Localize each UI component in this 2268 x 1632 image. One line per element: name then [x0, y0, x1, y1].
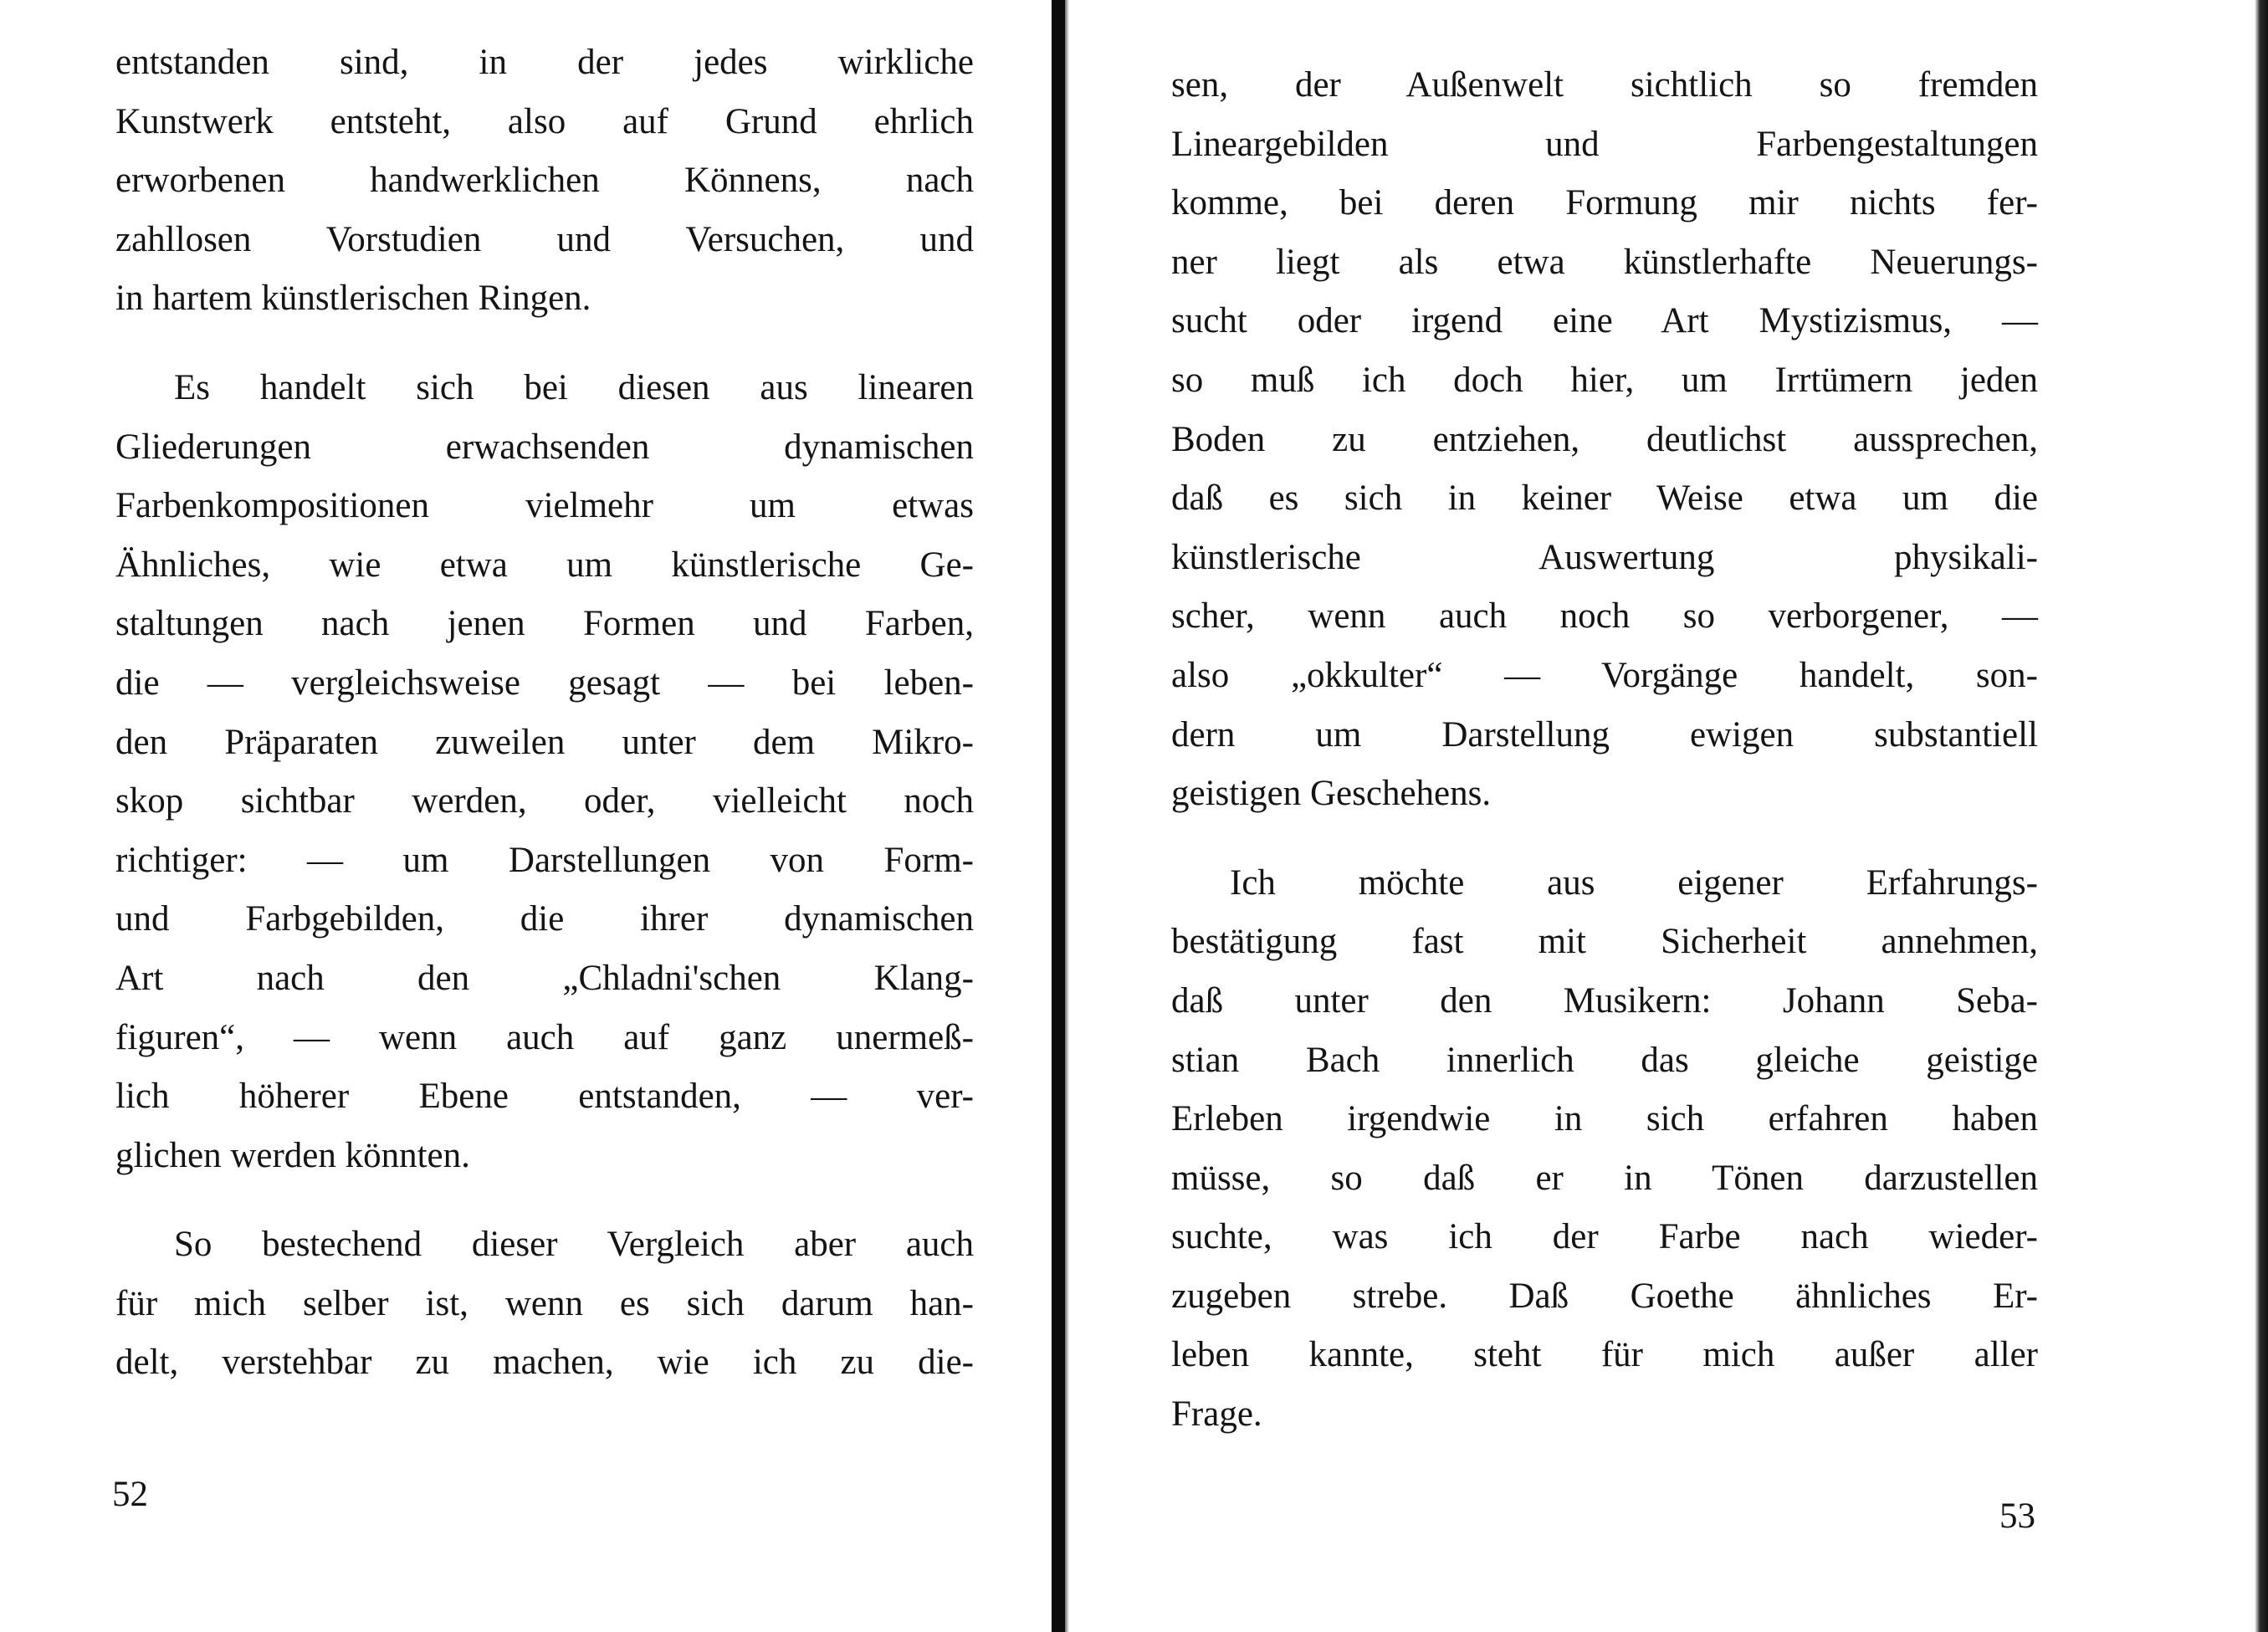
text-line: entstanden sind, in der jedes wirkliche — [115, 43, 974, 82]
text-line: lich höherer Ebene entstanden, — ver- — [115, 1077, 974, 1117]
text-line: geistigen Geschehens. — [1171, 774, 1492, 814]
text-line: und Farbgebilden, die ihrer dynamischen — [115, 899, 974, 939]
left-paragraph-3 — [115, 1215, 974, 1393]
text-line: ner liegt als etwa künstlerhafte Neuerungs- — [1171, 242, 2038, 282]
text-line: bestätigung fast mit Sicherheit annehmen, — [1171, 922, 2038, 962]
left-page-text — [115, 33, 974, 1423]
right-paragraph-2 — [1171, 854, 2038, 1445]
text-line: Ich möchte aus eigener Erfahrungs- — [1230, 862, 2038, 903]
left-paragraph-2 — [115, 359, 974, 1185]
text-line: Farbenkompositionen vielmehr um etwas — [115, 486, 974, 526]
right-page-text — [1171, 56, 2038, 1475]
text-line: Kunstwerk entsteht, also auf Grund ehrlich — [115, 101, 974, 141]
text-line: Ähnliches, wie etwa um künstlerische Ge- — [115, 545, 974, 585]
text-line: den Präparaten zuweilen unter dem Mikro- — [115, 722, 974, 762]
text-line: So bestechend dieser Vergleich aber auch — [174, 1225, 974, 1265]
text-line: sen, der Außenwelt sichtlich so fremden — [1171, 65, 2038, 105]
text-line: für mich selber ist, wenn es sich darum han- — [115, 1283, 974, 1323]
text-line: komme, bei deren Formung mir nichts fer- — [1171, 183, 2038, 223]
text-line: figuren“, — wenn auch auf ganz unermeß- — [115, 1017, 974, 1057]
text-line: scher, wenn auch noch so verborgener, — — [1171, 596, 2038, 637]
right-paragraph-1 — [1171, 56, 2038, 824]
binding-gutter — [1052, 0, 1065, 1632]
text-line: richtiger: — um Darstellungen von Form- — [115, 840, 974, 880]
text-line: so muß ich doch hier, um Irrtümern jeden — [1171, 360, 2038, 400]
page-edge-shadow — [2255, 0, 2268, 1632]
text-line: Frage. — [1171, 1394, 1262, 1435]
text-line: also „okkulter“ — Vorgänge handelt, son- — [1171, 655, 2038, 695]
text-line: Boden zu entziehen, deutlichst aussprechen, — [1171, 419, 2038, 459]
text-line: staltungen nach jenen Formen und Farben, — [115, 604, 974, 644]
text-line: zugeben strebe. Daß Goethe ähnliches Er- — [1171, 1276, 2038, 1316]
text-line: suchte, was ich der Farbe nach wieder- — [1171, 1217, 2038, 1257]
text-line: sucht oder irgend eine Art Mystizismus, — — [1171, 301, 2038, 341]
text-line: künstlerische Auswertung physikali- — [1171, 537, 2038, 577]
gutter-shadow — [1065, 0, 1069, 1632]
text-line: zahllosen Vorstudien und Versuchen, und — [115, 219, 974, 259]
text-line: daß es sich in keiner Weise etwa um die — [1171, 478, 2038, 519]
text-line: daß unter den Musikern: Johann Seba- — [1171, 980, 2038, 1021]
text-line: Gliederungen erwachsenden dynamischen — [115, 427, 974, 467]
text-line: glichen werden könnten. — [115, 1135, 470, 1175]
text-line: in hartem künstlerischen Ringen. — [115, 279, 591, 319]
text-line: Erleben irgendwie in sich erfahren haben — [1171, 1099, 2038, 1139]
text-line: Art nach den „Chladni'schen Klang- — [115, 958, 974, 998]
text-line: Lineargebilden und Farbengestaltungen — [1171, 124, 2038, 164]
text-line: dern um Darstellung ewigen substantiell — [1171, 714, 2038, 755]
page-number-left: 52 — [112, 1475, 148, 1514]
text-line: delt, verstehbar zu machen, wie ich zu die- — [115, 1343, 974, 1383]
text-line: erworbenen handwerklichen Könnens, nach — [115, 161, 974, 201]
text-line: skop sichtbar werden, oder, vielleicht noch — [115, 781, 974, 821]
text-line: Es handelt sich bei diesen aus linearen — [174, 367, 974, 407]
text-line: müsse, so daß er in Tönen darzustellen — [1171, 1158, 2038, 1198]
text-line: die — vergleichsweise gesagt — bei leben- — [115, 663, 974, 703]
page-number-right: 53 — [1999, 1496, 2035, 1536]
text-line: stian Bach innerlich das gleiche geistige — [1171, 1040, 2038, 1080]
text-line: leben kannte, steht für mich außer aller — [1171, 1335, 2038, 1375]
left-paragraph-1 — [115, 33, 974, 329]
